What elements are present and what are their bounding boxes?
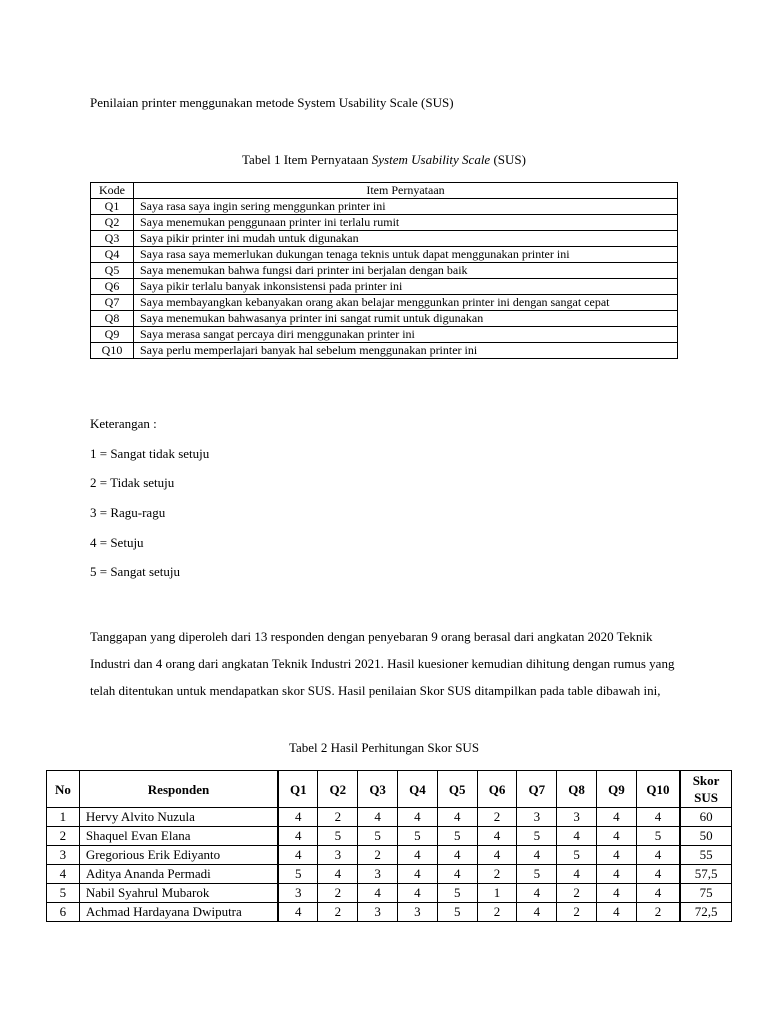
answer-cell: 2 (557, 884, 597, 903)
responden-cell: Nabil Syahrul Mubarok (79, 884, 278, 903)
table1-caption (0, 152, 768, 168)
intro-text: Penilaian printer menggunakan metode System Usability Scale (SUS) (90, 95, 454, 110)
answer-cell: 4 (636, 884, 680, 903)
table2-caption: Tabel 2 Hasil Perhitungan Skor SUS (288, 740, 480, 755)
kode-cell: Q10 (91, 343, 134, 359)
kode-cell: Q4 (91, 247, 134, 263)
skor-cell: 57,5 (680, 865, 731, 884)
answer-cell: 4 (398, 884, 438, 903)
sus-items-table (90, 182, 678, 359)
table1-row (91, 311, 678, 327)
responden-cell: Gregorious Erik Ediyanto (79, 846, 278, 865)
answer-cell: 3 (278, 884, 318, 903)
header-q1: Q1 (278, 771, 318, 808)
answer-cell: 4 (597, 846, 637, 865)
no-cell: 1 (47, 808, 80, 827)
answer-cell: 4 (278, 808, 318, 827)
header-q3: Q3 (358, 771, 398, 808)
responden-cell: Shaquel Evan Elana (79, 827, 278, 846)
header-item: Item Pernyataan (134, 183, 678, 199)
answer-cell: 4 (278, 827, 318, 846)
table1-caption-suffix: (SUS) (490, 152, 526, 167)
table1-body (91, 199, 678, 359)
answer-cell: 4 (358, 884, 398, 903)
answer-cell: 4 (398, 846, 438, 865)
answer-cell: 4 (437, 865, 477, 884)
item-cell: Saya rasa saya memerlukan dukungan tenaga teknis untuk dapat menggunakan printer ini (134, 247, 678, 263)
table2-row (47, 903, 732, 922)
answer-cell: 5 (278, 865, 318, 884)
item-cell: Saya membayangkan kebanyakan orang akan belajar menggunkan printer ini dengan sangat cepat (134, 295, 678, 311)
table1-row (91, 343, 678, 359)
kode-cell: Q3 (91, 231, 134, 247)
table1-header-row (91, 183, 678, 199)
answer-cell: 4 (597, 827, 637, 846)
answer-cell: 4 (398, 808, 438, 827)
answer-cell: 4 (278, 846, 318, 865)
header-kode: Kode (91, 183, 134, 199)
header-q2: Q2 (318, 771, 358, 808)
legend-item: 5 = Sangat setuju (90, 564, 181, 580)
answer-cell: 4 (557, 827, 597, 846)
responden-cell: Aditya Ananda Permadi (79, 865, 278, 884)
item-cell: Saya pikir printer ini mudah untuk digunakan (134, 231, 678, 247)
answer-cell: 1 (477, 884, 517, 903)
header-q6: Q6 (477, 771, 517, 808)
table1-row (91, 263, 678, 279)
answer-cell: 3 (557, 808, 597, 827)
legend-item: 1 = Sangat tidak setuju (90, 445, 210, 461)
responden-cell: Hervy Alvito Nuzula (79, 808, 278, 827)
answer-cell: 2 (318, 808, 358, 827)
answer-cell: 4 (278, 903, 318, 922)
no-cell: 6 (47, 903, 80, 922)
skor-cell: 55 (680, 846, 731, 865)
answer-cell: 5 (557, 846, 597, 865)
table2-body (47, 808, 732, 922)
answer-cell: 4 (636, 808, 680, 827)
table1-row (91, 295, 678, 311)
answer-cell: 5 (358, 827, 398, 846)
kode-cell: Q8 (91, 311, 134, 327)
answer-cell: 5 (318, 827, 358, 846)
answer-cell: 3 (398, 903, 438, 922)
answer-cell: 5 (437, 827, 477, 846)
kode-cell: Q5 (91, 263, 134, 279)
table1-row (91, 279, 678, 295)
header-q4: Q4 (398, 771, 438, 808)
no-cell: 4 (47, 865, 80, 884)
table1-row (91, 247, 678, 263)
answer-cell: 4 (597, 865, 637, 884)
header-skor-sus: Skor SUS (680, 771, 731, 808)
answer-cell: 5 (517, 827, 557, 846)
skor-cell: 72,5 (680, 903, 731, 922)
answer-cell: 3 (517, 808, 557, 827)
answer-cell: 3 (318, 846, 358, 865)
answer-cell: 4 (398, 865, 438, 884)
answer-cell: 4 (437, 846, 477, 865)
answer-cell: 2 (477, 808, 517, 827)
legend-title: Keterangan : (90, 416, 157, 431)
table2-header-row (47, 771, 732, 808)
answer-cell: 4 (437, 808, 477, 827)
answer-cell: 3 (358, 903, 398, 922)
no-cell: 5 (47, 884, 80, 903)
header-q5: Q5 (437, 771, 477, 808)
skor-cell: 60 (680, 808, 731, 827)
table2-row (47, 846, 732, 865)
answer-cell: 4 (597, 903, 637, 922)
item-cell: Saya menemukan penggunaan printer ini terlalu rumit (134, 215, 678, 231)
answer-cell: 2 (557, 903, 597, 922)
kode-cell: Q7 (91, 295, 134, 311)
sus-score-table (46, 770, 732, 922)
answer-cell: 4 (597, 808, 637, 827)
item-cell: Saya perlu memperlajari banyak hal sebelum menggunakan printer ini (134, 343, 678, 359)
answer-cell: 2 (318, 884, 358, 903)
answer-cell: 4 (517, 884, 557, 903)
item-cell: Saya rasa saya ingin sering menggunkan printer ini (134, 199, 678, 215)
item-cell: Saya menemukan bahwa fungsi dari printer ini berjalan dengan baik (134, 263, 678, 279)
answer-cell: 5 (437, 903, 477, 922)
table1-row (91, 327, 678, 343)
header-responden: Responden (79, 771, 278, 808)
no-cell: 3 (47, 846, 80, 865)
item-cell: Saya merasa sangat percaya diri menggunakan printer ini (134, 327, 678, 343)
answer-cell: 4 (517, 903, 557, 922)
header-q9: Q9 (597, 771, 637, 808)
table1-row (91, 199, 678, 215)
answer-cell: 4 (477, 827, 517, 846)
item-cell: Saya pikir terlalu banyak inkonsistensi pada printer ini (134, 279, 678, 295)
answer-cell: 4 (636, 865, 680, 884)
header-q10: Q10 (636, 771, 680, 808)
kode-cell: Q2 (91, 215, 134, 231)
kode-cell: Q1 (91, 199, 134, 215)
table2-row (47, 827, 732, 846)
table1-caption-prefix: Tabel 1 Item Pernyataan (242, 152, 372, 167)
answer-cell: 2 (477, 865, 517, 884)
table1-caption-italic: System Usability Scale (371, 152, 491, 167)
kode-cell: Q9 (91, 327, 134, 343)
answer-cell: 2 (318, 903, 358, 922)
legend-item: 3 = Ragu-ragu (90, 505, 166, 521)
answer-cell: 2 (477, 903, 517, 922)
answer-cell: 3 (358, 865, 398, 884)
results-paragraph: Tanggapan yang diperoleh dari 13 responden dengan penyebaran 9 orang berasal dari angkatan 2020 Teknik Industri dan 4 orang dari angkatan Teknik Industri 2021. Hasil kuesioner kemudian dihitung dengan rumus yang telah ditentukan untuk mendapatkan skor SUS. Hasil penilaian Skor SUS ditampilkan pada table dibawah ini, (90, 629, 675, 698)
skor-cell: 50 (680, 827, 731, 846)
answer-cell: 4 (597, 884, 637, 903)
answer-cell: 4 (477, 846, 517, 865)
answer-cell: 4 (358, 808, 398, 827)
header-q7: Q7 (517, 771, 557, 808)
answer-cell: 2 (358, 846, 398, 865)
legend-item: 2 = Tidak setuju (90, 475, 175, 491)
answer-cell: 4 (636, 846, 680, 865)
header-no: No (47, 771, 80, 808)
header-q8: Q8 (557, 771, 597, 808)
answer-cell: 2 (636, 903, 680, 922)
legend (90, 415, 209, 593)
responden-cell: Achmad Hardayana Dwiputra (79, 903, 278, 922)
answer-cell: 5 (398, 827, 438, 846)
kode-cell: Q6 (91, 279, 134, 295)
answer-cell: 4 (517, 846, 557, 865)
no-cell: 2 (47, 827, 80, 846)
answer-cell: 5 (517, 865, 557, 884)
item-cell: Saya menemukan bahwasanya printer ini sangat rumit untuk digunakan (134, 311, 678, 327)
skor-cell: 75 (680, 884, 731, 903)
answer-cell: 5 (636, 827, 680, 846)
answer-cell: 5 (437, 884, 477, 903)
table2-row (47, 808, 732, 827)
answer-cell: 4 (557, 865, 597, 884)
legend-item: 4 = Setuju (90, 534, 144, 550)
table1-row (91, 215, 678, 231)
table1-row (91, 231, 678, 247)
table2-row (47, 865, 732, 884)
table2-row (47, 884, 732, 903)
answer-cell: 4 (318, 865, 358, 884)
